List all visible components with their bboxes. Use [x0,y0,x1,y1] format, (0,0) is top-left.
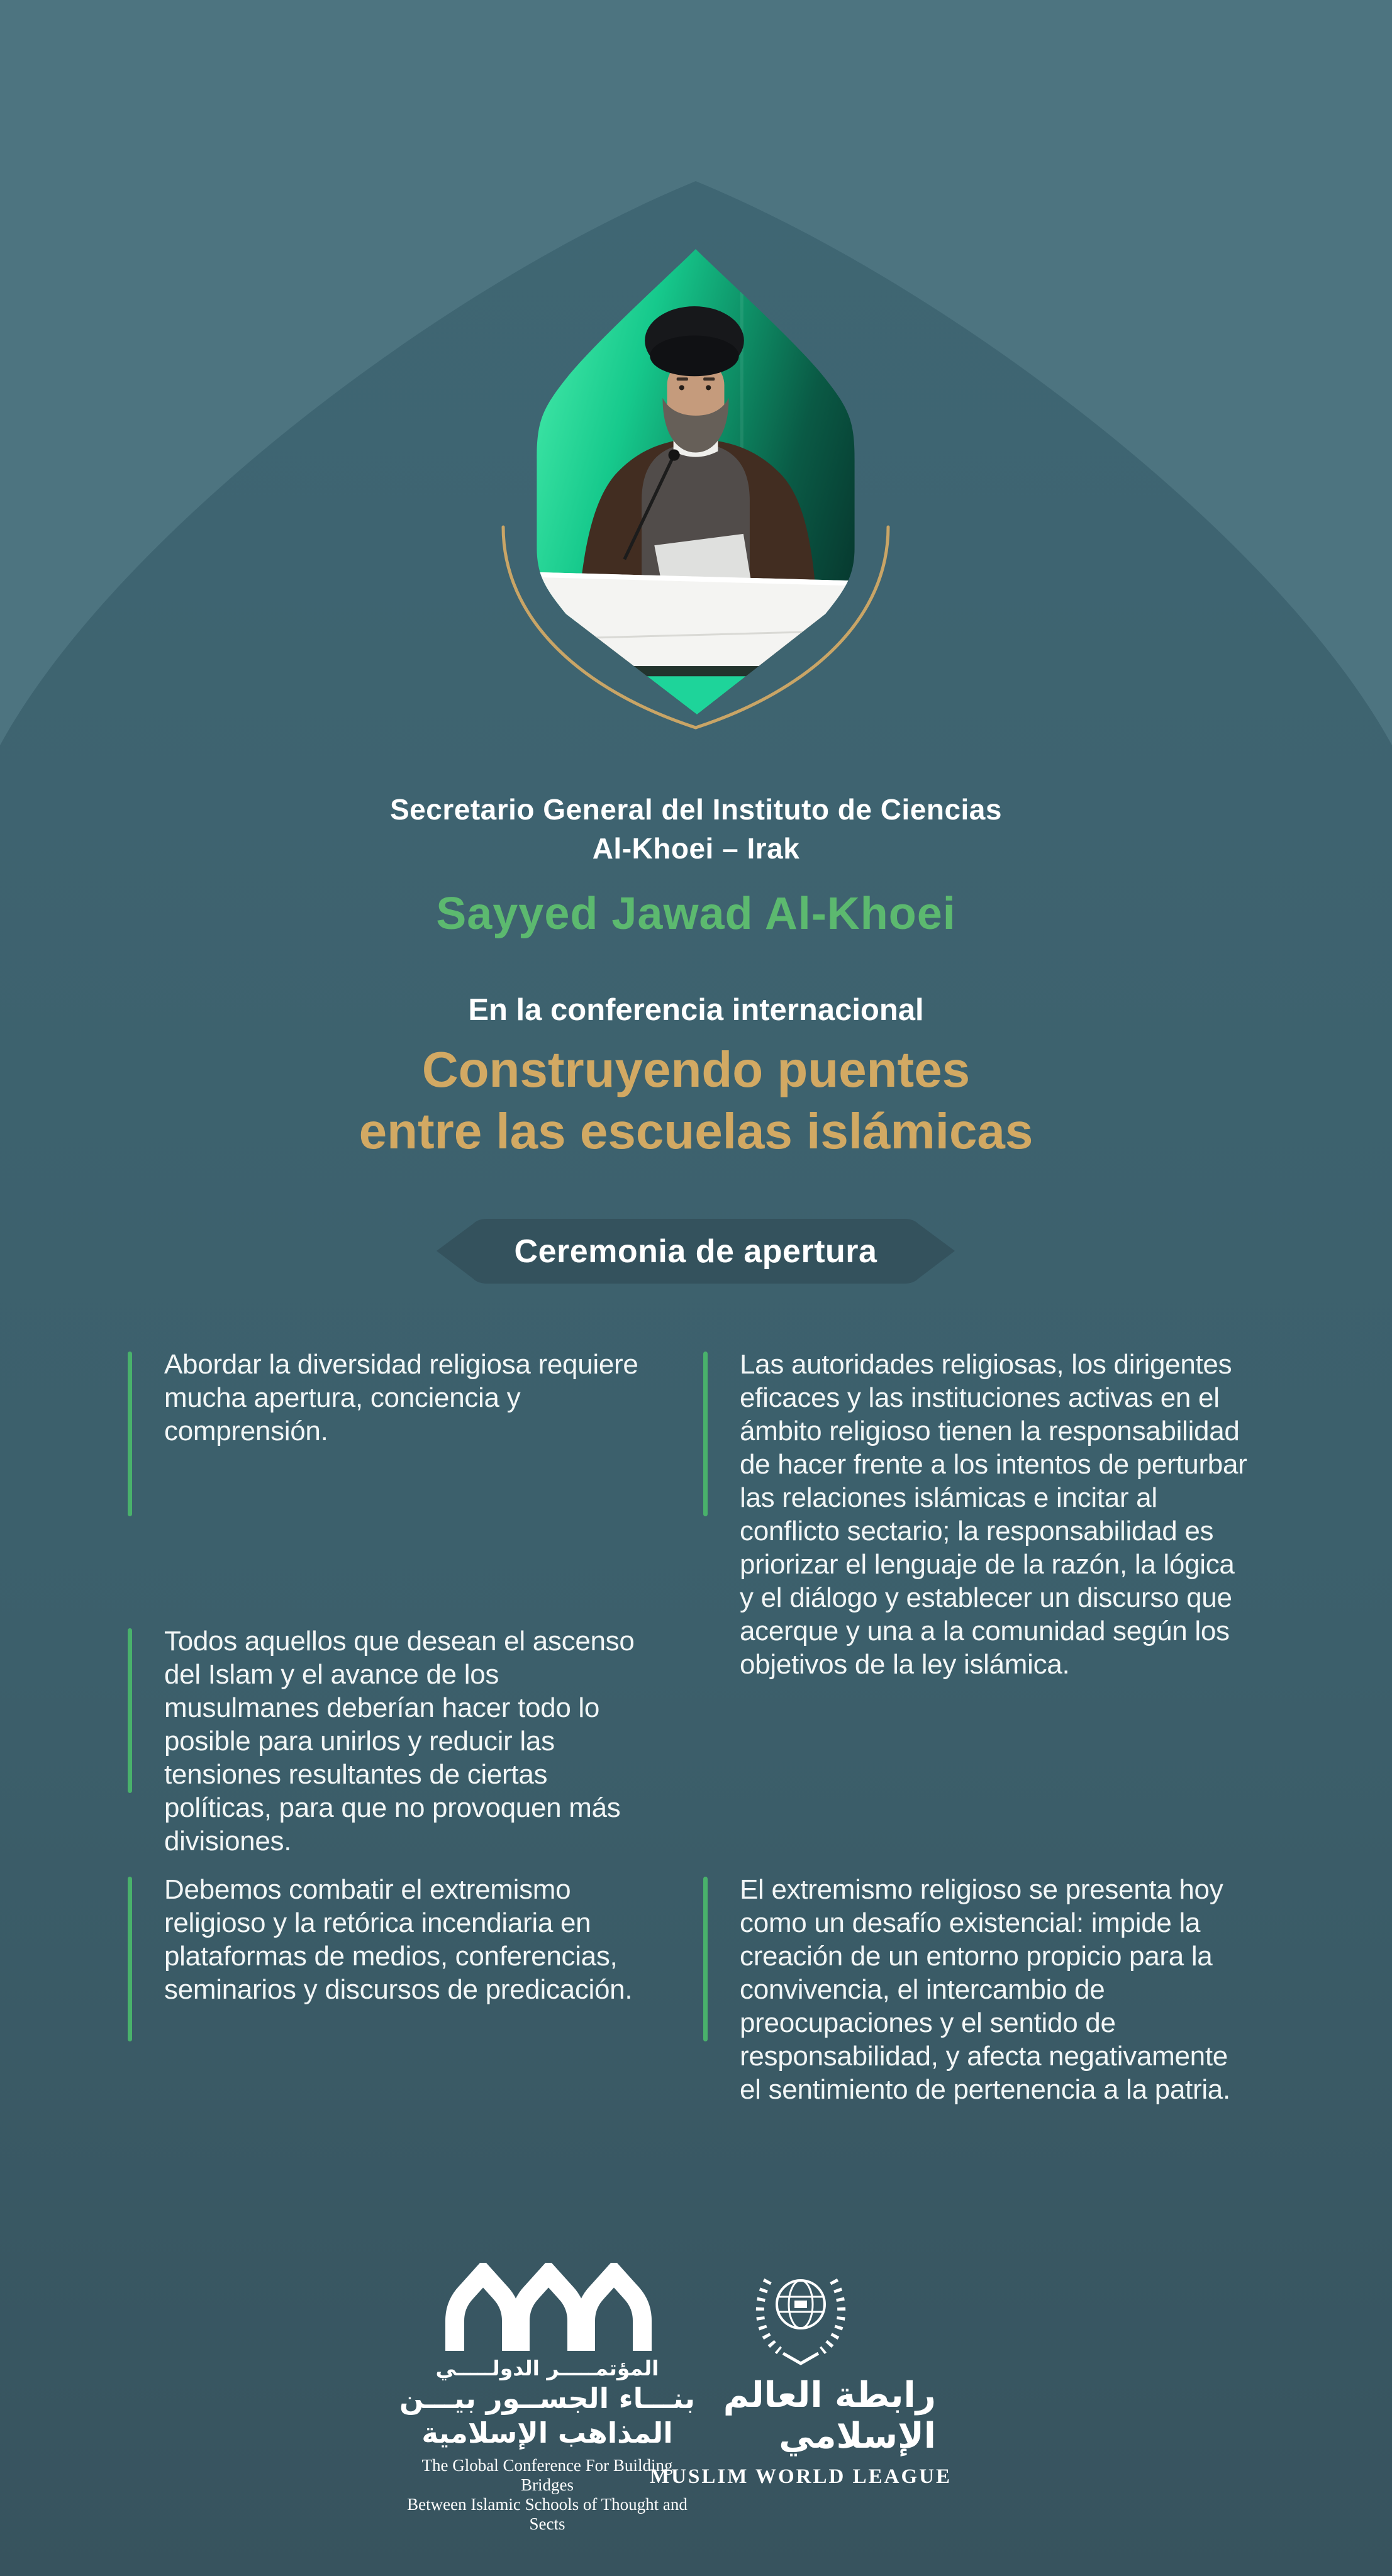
session-badge-label: Ceremonia de apertura [514,1233,877,1270]
quote-text: El extremismo religioso se presenta hoy como un desafío existencial: impide la creación de un entorno propicio para la convivencia, el intercambio de preocupaciones y el sentido de responsabilidad, y afecta negativamente el sentimiento de pertenencia a la patria. [740,1874,1230,2105]
quote-accent-bar [128,1877,132,2041]
speaker-role-line2: Al-Khoei – Irak [592,832,800,865]
speaker-name: Sayyed Jawad Al-Khoei [436,889,956,939]
globe-wreath-icon [744,2259,857,2371]
speaker-photo [530,247,861,717]
quote-text: Debemos combatir el extremismo religioso y la retórica incendiaria en plataformas de medios, conferencias, seminarios y discursos de predicación. [164,1874,633,2005]
quote-block-1 [128,1348,645,1448]
quote-accent-bar [703,1877,708,2041]
quote-block-4 [703,1348,1249,1681]
mwl-logo-arabic-name: رابطة العالم الإسلامي [723,2375,936,2457]
quote-accent-bar [703,1352,708,1516]
quote-accent-bar [128,1352,132,1516]
quote-block-3 [128,1873,645,2006]
conference-title [0,1039,1392,1162]
quote-text: Las autoridades religiosas, los dirigentes eficaces y las instituciones activas en el ámbito religioso tienen la responsabilidad de hacer frente a los intentos de perturbar las relaciones islámicas e incitar al conflicto sectario; la responsabilidad es priorizar el lenguaje de la razón, la lógica y el diálogo y establecer un discurso que acerque y una a la comunidad según los objetivos de la ley islámica. [740,1349,1247,1680]
mwl-logo-english-name: MUSLIM WORLD LEAGUE [650,2465,952,2488]
conference-logo [395,2263,699,2534]
conference-kicker: En la conferencia internacional [468,993,924,1027]
conference-logo-arabic-line3: المذاهب الإسلامية [421,2416,673,2450]
speaker-role [0,790,1392,868]
speaker-role-line1: Secretario General del Instituto de Ciencias [390,793,1002,826]
session-badge [437,1219,955,1284]
quote-text: Todos aquellos que desean el ascenso del Islam y el avance de los musulmanes deberían hacer todo lo posible para unirlos y reducir las tensiones resultantes de ciertas políticas, para que no provoquen más divisiones. [164,1626,635,1857]
triple-arch-icon [443,2263,652,2351]
quote-block-2 [128,1624,645,1858]
conference-logo-english-line1: The Global Conference For Building Bridges [421,2456,673,2494]
quote-text: Abordar la diversidad religiosa requiere mucha apertura, conciencia y comprensión. [164,1349,638,1446]
quote-accent-bar [128,1628,132,1793]
conference-logo-arabic-line2: بنـــاء الجســور بيـــن [399,2382,695,2415]
podium [530,572,861,717]
quote-block-5 [703,1873,1249,2106]
conference-title-line2: entre las escuelas islámicas [359,1103,1033,1159]
mwl-logo [650,2259,952,2489]
conference-logo-english-line2: Between Islamic Schools of Thought and Sects [407,2495,688,2533]
conference-logo-arabic-line1: المؤتمـــــر الدولـــــي [435,2356,659,2380]
conference-title-line1: Construyendo puentes [421,1041,971,1097]
